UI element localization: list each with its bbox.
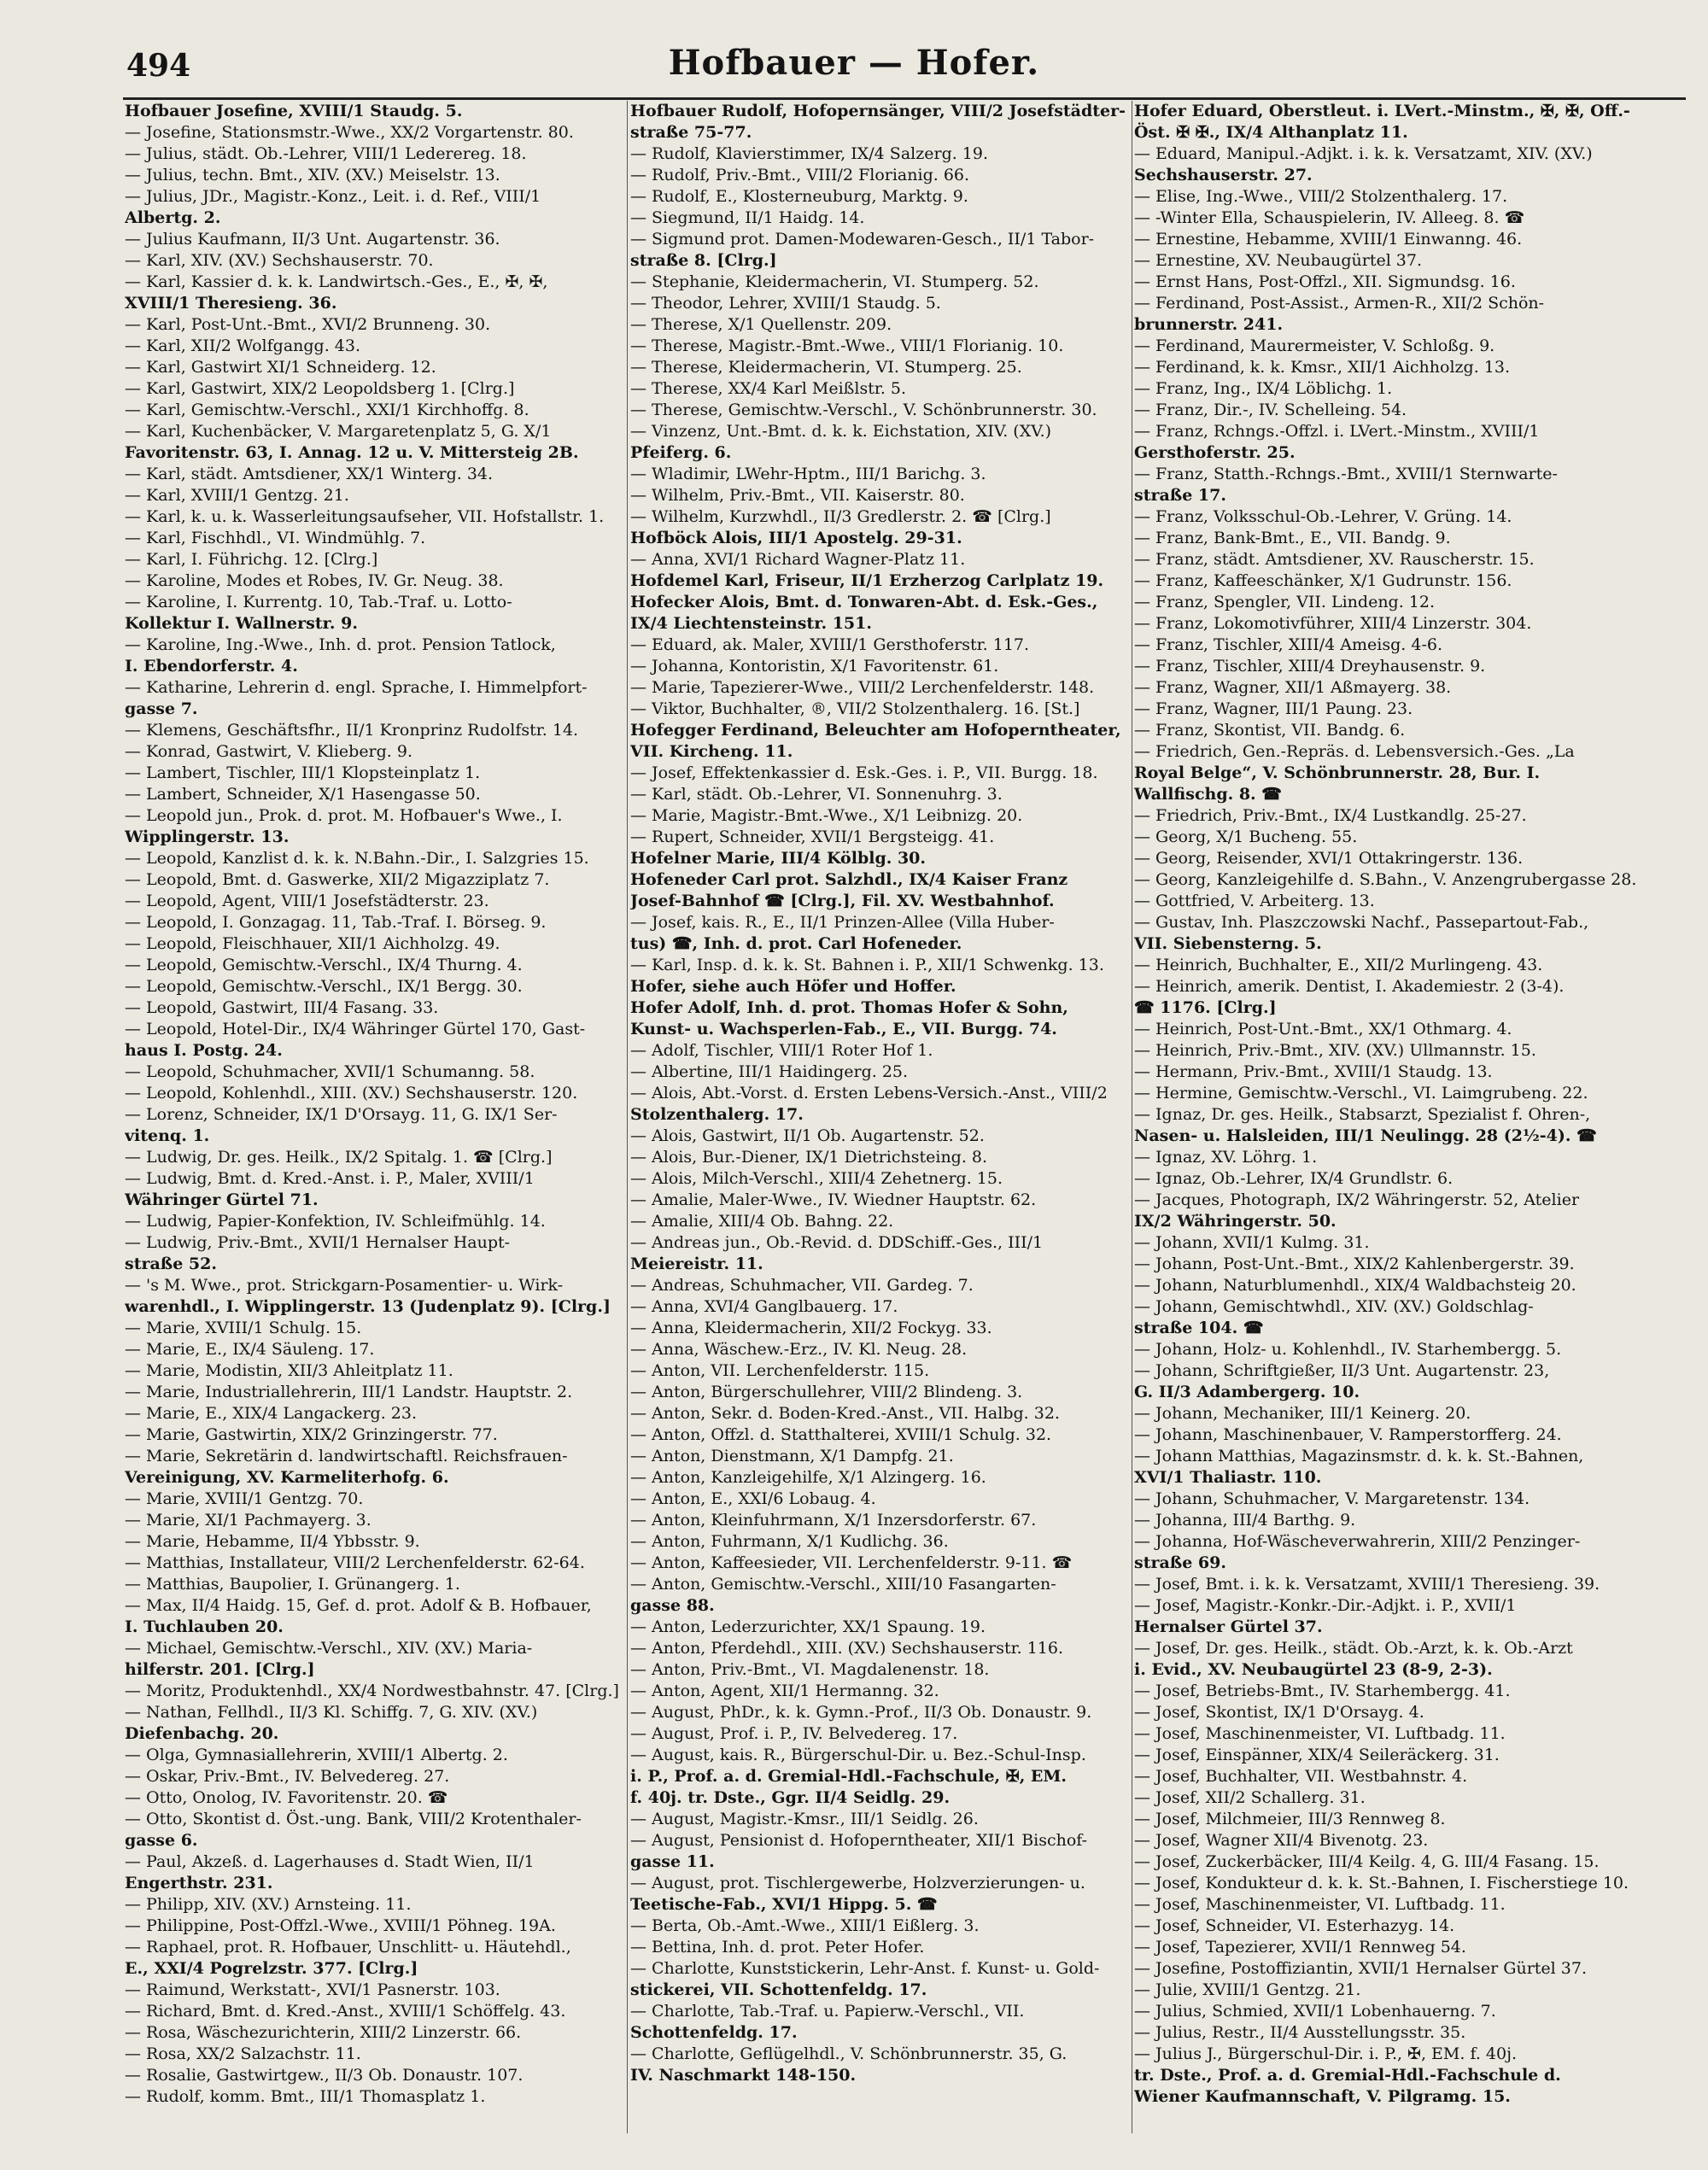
directory-entry: brunnerstr. 241. xyxy=(1134,315,1284,334)
directory-entry: — Josef, Maschinenmeister, VI. Luftbadg. 11. xyxy=(1134,1724,1506,1743)
directory-entry: IV. Naschmarkt 148-150. xyxy=(630,2066,857,2085)
directory-entry: — Theodor, Lehrer, XVIII/1 Staudg. 5. xyxy=(630,294,941,313)
directory-entry: — August, prot. Tischlergewerbe, Holzverzierungen- u. xyxy=(630,1874,1085,1892)
directory-entry: — Anna, Kleidermacherin, XII/2 Fockyg. 33. xyxy=(630,1319,992,1337)
directory-entry: — Karl, XII/2 Wolfgangg. 43. xyxy=(125,336,361,355)
directory-entry: — Anna, Wäschew.-Erz., IV. Kl. Neug. 28. xyxy=(630,1340,968,1359)
directory-entry: f. 40j. tr. Dste., Ggr. II/4 Seidlg. 29. xyxy=(630,1788,951,1807)
directory-entry: — Konrad, Gastwirt, V. Klieberg. 9. xyxy=(125,742,413,761)
directory-entry: — Anton, E., XXI/6 Lobaug. 4. xyxy=(630,1489,876,1508)
directory-entry: — Johann, Mechaniker, III/1 Keinerg. 20. xyxy=(1134,1404,1471,1423)
directory-entry: Vereinigung, XV. Karmeliterhofg. 6. xyxy=(125,1468,449,1487)
directory-entry: Hofbauer Rudolf, Hofopernsänger, VIII/2 Josefstädter- xyxy=(630,102,1126,120)
directory-entry: — Rupert, Schneider, XVII/1 Bergsteigg. 41. xyxy=(630,828,995,846)
directory-entry: — Olga, Gymnasiallehrerin, XVIII/1 Albertg. 2. xyxy=(125,1746,508,1764)
directory-entry: — Josefine, Postoffiziantin, XVII/1 Hernalser Gürtel 37. xyxy=(1134,1959,1588,1978)
directory-entry: Stolzenthalerg. 17. xyxy=(630,1105,804,1124)
directory-entry: — Karl, städt. Ob.-Lehrer, VI. Sonnenuhrg. 3. xyxy=(630,785,1003,804)
directory-entry: Royal Belge“, V. Schönbrunnerstr. 28, Bur. I. xyxy=(1134,763,1541,782)
directory-entry: — Rudolf, E., Klosterneuburg, Marktg. 9. xyxy=(630,187,968,206)
directory-entry: — Rosalie, Gastwirtgew., II/3 Ob. Donaustr. 107. xyxy=(125,2066,524,2085)
directory-entry: — Sigmund prot. Damen-Modewaren-Gesch., II/1 Tabor- xyxy=(630,230,1095,249)
directory-entry: — Julius, städt. Ob.-Lehrer, VIII/1 Lederereg. 18. xyxy=(125,144,527,163)
directory-entry: — Julius J., Bürgerschul-Dir. i. P., ✠, EM. f. 40j. xyxy=(1134,2044,1518,2063)
directory-entry: — Lambert, Schneider, X/1 Hasengasse 50. xyxy=(125,785,481,804)
directory-entry: — Johann, Schriftgießer, II/3 Unt. Augartenstr. 23, xyxy=(1134,1361,1550,1380)
directory-entry: i. Evid., XV. Neubaugürtel 23 (8-9, 2-3). xyxy=(1134,1660,1493,1679)
header-rule xyxy=(123,97,1686,100)
directory-entry: — Ludwig, Bmt. d. Kred.-Anst. i. P., Maler, XVIII/1 xyxy=(125,1169,535,1188)
directory-entry: — Amalie, Maler-Wwe., IV. Wiedner Hauptstr. 62. xyxy=(630,1190,1037,1209)
directory-entry: Kollektur I. Wallnerstr. 9. xyxy=(125,614,358,633)
directory-entry: — Ludwig, Priv.-Bmt., XVII/1 Hernalser Haupt- xyxy=(125,1233,511,1252)
directory-entry: — Georg, X/1 Bucheng. 55. xyxy=(1134,828,1358,846)
directory-entry: — Josef, Tapezierer, XVII/1 Rennweg 54. xyxy=(1134,1938,1466,1957)
directory-entry: — Leopold, I. Gonzagag. 11, Tab.-Traf. I. Börseg. 9. xyxy=(125,913,547,932)
directory-entry: — Marie, XI/1 Pachmayerg. 3. xyxy=(125,1511,371,1530)
directory-entry: — Anna, XVI/1 Richard Wagner-Platz 11. xyxy=(630,550,966,569)
directory-entry: Hofer, siehe auch Höfer und Hoffer. xyxy=(630,977,956,996)
directory-entry: straße 69. xyxy=(1134,1553,1226,1572)
directory-entry: — Franz, Volksschul-Ob.-Lehrer, V. Grüng. 14. xyxy=(1134,507,1512,526)
directory-entry: — Leopold jun., Prok. d. prot. M. Hofbauer's Wwe., I. xyxy=(125,806,563,825)
directory-entry: — Marie, Industriallehrerin, III/1 Landstr. Hauptstr. 2. xyxy=(125,1383,573,1401)
directory-entry: — August, PhDr., k. k. Gymn.-Prof., II/3 Ob. Donaustr. 9. xyxy=(630,1703,1092,1722)
directory-entry: — Rudolf, Priv.-Bmt., VIII/2 Florianig. 66. xyxy=(630,166,970,184)
directory-entry: — Marie, Tapezierer-Wwe., VIII/2 Lerchenfelderstr. 148. xyxy=(630,678,1095,697)
directory-entry: Hernalser Gürtel 37. xyxy=(1134,1617,1323,1636)
directory-entry: — Eduard, ak. Maler, XVIII/1 Gersthoferstr. 117. xyxy=(630,635,1030,654)
directory-entry: — Jacques, Photograph, IX/2 Währingerstr. 52, Atelier xyxy=(1134,1190,1580,1209)
directory-entry: — Otto, Skontist d. Öst.-ung. Bank, VIII/2 Krotenthaler- xyxy=(125,1810,582,1828)
directory-entry: — Matthias, Installateur, VIII/2 Lerchenfelderstr. 62-64. xyxy=(125,1553,585,1572)
directory-entry: — Julius, techn. Bmt., XIV. (XV.) Meiselstr. 13. xyxy=(125,166,500,184)
directory-entry: — Lorenz, Schneider, IX/1 D'Orsayg. 11, G. IX/1 Ser- xyxy=(125,1105,558,1124)
directory-entry: — Marie, XVIII/1 Gentzg. 70. xyxy=(125,1489,364,1508)
directory-entry: — Gustav, Inh. Plaszczowski Nachf., Passepartout-Fab., xyxy=(1134,913,1589,932)
directory-entry: VII. Siebensterng. 5. xyxy=(1134,934,1322,953)
directory-entry: — Franz, Tischler, XIII/4 Dreyhausenstr. 9. xyxy=(1134,657,1486,676)
directory-entry: — Marie, XVIII/1 Schulg. 15. xyxy=(125,1319,362,1337)
directory-entry: — Franz, Ing., IX/4 Löblichg. 1. xyxy=(1134,379,1393,398)
directory-entry: — August, Pensionist d. Hofoperntheater, XII/1 Bischof- xyxy=(630,1831,1088,1850)
directory-entry: — Amalie, XIII/4 Ob. Bahng. 22. xyxy=(630,1212,894,1231)
directory-entry: — Friedrich, Gen.-Repräs. d. Lebensversich.-Ges. „La xyxy=(1134,742,1575,761)
directory-entry: — Franz, städt. Amtsdiener, XV. Rauscherstr. 15. xyxy=(1134,550,1535,569)
directory-entry: — Marie, Hebamme, II/4 Ybbsstr. 9. xyxy=(125,1532,420,1551)
directory-entry: — Johanna, III/4 Barthg. 9. xyxy=(1134,1511,1356,1530)
directory-entry: XVI/1 Thaliastr. 110. xyxy=(1134,1468,1322,1487)
directory-entry: XVIII/1 Theresieng. 36. xyxy=(125,294,337,313)
directory-entry: straße 8. [Clrg.] xyxy=(630,251,777,270)
directory-entry: — Therese, Magistr.-Bmt.-Wwe., VIII/1 Florianig. 10. xyxy=(630,336,1064,355)
directory-entry: — Anton, VII. Lerchenfelderstr. 115. xyxy=(630,1361,930,1380)
directory-entry: — Karoline, Ing.-Wwe., Inh. d. prot. Pension Tatlock, xyxy=(125,635,556,654)
directory-entry: — Hermann, Priv.-Bmt., XVIII/1 Staudg. 13. xyxy=(1134,1062,1493,1081)
directory-entry: — Josef, Bmt. i. k. k. Versatzamt, XVIII/1 Theresieng. 39. xyxy=(1134,1575,1600,1594)
directory-entry: haus I. Postg. 24. xyxy=(125,1041,283,1060)
directory-entry: — Ignaz, Ob.-Lehrer, IX/4 Grundlstr. 6. xyxy=(1134,1169,1454,1188)
directory-entry: — Johanna, Hof-Wäscheverwahrerin, XIII/2 Penzinger- xyxy=(1134,1532,1581,1551)
directory-entry: — Marie, Gastwirtin, XIX/2 Grinzingerstr. 77. xyxy=(125,1425,498,1444)
directory-entry: — Karl, Kuchenbäcker, V. Margaretenplatz 5, G. X/1 xyxy=(125,422,552,441)
directory-entry: — Karl, XIV. (XV.) Sechshauserstr. 70. xyxy=(125,251,434,270)
directory-entry: gasse 11. xyxy=(630,1852,715,1871)
directory-entry: — Josef, Einspänner, XIX/4 Seileräckerg. 31. xyxy=(1134,1746,1500,1764)
directory-entry: — Bettina, Inh. d. prot. Peter Hofer. xyxy=(630,1938,925,1957)
directory-entry: — Ferdinand, Maurermeister, V. Schloßg. 9. xyxy=(1134,336,1495,355)
directory-entry: — Marie, Modistin, XII/3 Ahleitplatz 11. xyxy=(125,1361,453,1380)
directory-entry: Hofer Eduard, Oberstleut. i. LVert.-Minstm., ✠, ✠, Off.- xyxy=(1134,102,1630,120)
directory-entry: — Paul, Akzeß. d. Lagerhauses d. Stadt Wien, II/1 xyxy=(125,1852,535,1871)
directory-entry: — Ignaz, XV. Löhrg. 1. xyxy=(1134,1148,1318,1167)
directory-entry: — Franz, Skontist, VII. Bandg. 6. xyxy=(1134,721,1406,740)
directory-entry: Meiereistr. 11. xyxy=(630,1255,763,1273)
directory-entry: — Oskar, Priv.-Bmt., IV. Belvedereg. 27. xyxy=(125,1767,450,1786)
directory-entry: — Ernestine, Hebamme, XVIII/1 Einwanng. 46. xyxy=(1134,230,1523,249)
directory-entry: — Ernestine, XV. Neubaugürtel 37. xyxy=(1134,251,1423,270)
directory-entry: — Wilhelm, Priv.-Bmt., VII. Kaiserstr. 80. xyxy=(630,486,965,505)
directory-entry: VII. Kircheng. 11. xyxy=(630,742,793,761)
directory-entry: — Franz, Wagner, XII/1 Aßmayerg. 38. xyxy=(1134,678,1452,697)
directory-entry: — Leopold, Schuhmacher, XVII/1 Schumanng. 58. xyxy=(125,1062,535,1081)
directory-entry: — Wladimir, LWehr-Hptm., III/1 Barichg. 3. xyxy=(630,465,986,483)
directory-entry: — Anton, Lederzurichter, XX/1 Spaung. 19. xyxy=(630,1617,986,1636)
directory-entry: — Therese, Gemischtw.-Verschl., V. Schönbrunnerstr. 30. xyxy=(630,401,1097,419)
directory-entry: — Max, II/4 Haidg. 15, Gef. d. prot. Adolf & B. Hofbauer, xyxy=(125,1596,592,1615)
directory-entry: i. P., Prof. a. d. Gremial-Hdl.-Fachschule, ✠, EM. xyxy=(630,1767,1068,1786)
column-1 xyxy=(125,101,623,2150)
directory-entry: Favoritenstr. 63, I. Annag. 12 u. V. Mittersteig 2B. xyxy=(125,443,579,462)
directory-entry: — Josef, Buchhalter, VII. Westbahnstr. 4. xyxy=(1134,1767,1468,1786)
directory-entry: Hofböck Alois, III/1 Apostelg. 29-31. xyxy=(630,529,962,547)
directory-entry: — Georg, Reisender, XVI/1 Ottakringerstr. 136. xyxy=(1134,849,1524,868)
directory-entry: — Charlotte, Tab.-Traf. u. Papierw.-Verschl., VII. xyxy=(630,2002,1025,2021)
directory-entry: — Johann, Holz- u. Kohlenhdl., IV. Starhembergg. 5. xyxy=(1134,1340,1562,1359)
directory-entry: — Johann, Schuhmacher, V. Margaretenstr. 134. xyxy=(1134,1489,1530,1508)
directory-entry: Hofelner Marie, III/4 Kölblg. 30. xyxy=(630,849,927,868)
directory-entry: — Ignaz, Dr. ges. Heilk., Stabsarzt, Spezialist f. Ohren-, xyxy=(1134,1105,1591,1124)
directory-entry: Wallfischg. 8. ☎ xyxy=(1134,785,1282,804)
directory-entry: — Leopold, Kohlenhdl., XIII. (XV.) Sechshauserstr. 120. xyxy=(125,1084,578,1103)
page-number: 494 xyxy=(126,48,191,84)
directory-entry: — Josef, Kondukteur d. k. k. St.-Bahnen, I. Fischerstiege 10. xyxy=(1134,1874,1629,1892)
directory-entry: — Anton, Pferdehdl., XIII. (XV.) Sechshauserstr. 116. xyxy=(630,1639,1064,1658)
directory-entry: — Karl, XVIII/1 Gentzg. 21. xyxy=(125,486,349,505)
directory-entry: G. II/3 Adambergerg. 10. xyxy=(1134,1383,1360,1401)
directory-entry: — Anton, Kaffeesieder, VII. Lerchenfelderstr. 9-11. ☎ xyxy=(630,1553,1073,1572)
directory-entry: — Josef, Skontist, IX/1 D'Orsayg. 4. xyxy=(1134,1703,1424,1722)
directory-entry: — Philippine, Post-Offzl.-Wwe., XVIII/1 Pöhneg. 19A. xyxy=(125,1916,556,1935)
directory-entry: — Johann, Post-Unt.-Bmt., XIX/2 Kahlenbergerstr. 39. xyxy=(1134,1255,1575,1273)
directory-entry: Hofeneder Carl prot. Salzhdl., IX/4 Kaiser Franz xyxy=(630,870,1068,889)
directory-entry: — Philipp, XIV. (XV.) Arnsteing. 11. xyxy=(125,1895,412,1914)
directory-entry: — -Winter Ella, Schauspielerin, IV. Alleeg. 8. ☎ xyxy=(1134,208,1525,227)
directory-entry: I. Ebendorferstr. 4. xyxy=(125,657,298,676)
directory-entry: ☎ 1176. [Clrg.] xyxy=(1134,998,1277,1017)
directory-entry: — Albertine, III/1 Haidingerg. 25. xyxy=(630,1062,909,1081)
directory-entry: — Josef, Betriebs-Bmt., IV. Starhembergg. 41. xyxy=(1134,1682,1511,1700)
directory-entry: — Siegmund, II/1 Haidg. 14. xyxy=(630,208,865,227)
directory-entry: Nasen- u. Halsleiden, III/1 Neulingg. 28 (2½-4). ☎ xyxy=(1134,1126,1597,1145)
directory-entry: — Hermine, Gemischtw.-Verschl., VI. Laimgrubeng. 22. xyxy=(1134,1084,1588,1103)
directory-entry: — Rudolf, Klavierstimmer, IX/4 Salzerg. 19. xyxy=(630,144,989,163)
directory-entry: Josef-Bahnhof ☎ [Clrg.], Fil. XV. Westbahnhof. xyxy=(630,892,1055,910)
directory-entry: — Lambert, Tischler, III/1 Klopsteinplatz 1. xyxy=(125,763,481,782)
directory-entry: — Josef, Zuckerbäcker, III/4 Keilg. 4, G. III/4 Fasang. 15. xyxy=(1134,1852,1600,1871)
directory-entry: — Heinrich, Buchhalter, E., XII/2 Murlingeng. 43. xyxy=(1134,956,1543,974)
directory-entry: — Berta, Ob.-Amt.-Wwe., XIII/1 Eißlerg. 3. xyxy=(630,1916,980,1935)
directory-entry: — Anton, Sekr. d. Boden-Kred.-Anst., VII. Halbg. 32. xyxy=(630,1404,1060,1423)
directory-entry: — Anton, Priv.-Bmt., VI. Magdalenenstr. 18. xyxy=(630,1660,990,1679)
directory-entry: — Julius Kaufmann, II/3 Unt. Augartenstr. 36. xyxy=(125,230,500,249)
directory-entry: — Anton, Fuhrmann, X/1 Kudlichg. 36. xyxy=(630,1532,949,1551)
directory-entry: — Rosa, Wäschezurichterin, XIII/2 Linzerstr. 66. xyxy=(125,2023,522,2042)
directory-entry: Hofecker Alois, Bmt. d. Tonwaren-Abt. d. Esk.-Ges., xyxy=(630,593,1098,611)
directory-entry: — Leopold, Agent, VIII/1 Josefstädterstr. 23. xyxy=(125,892,489,910)
directory-entry: tus) ☎, Inh. d. prot. Carl Hofeneder. xyxy=(630,934,962,953)
directory-entry: — Josef, Schneider, VI. Esterhazyg. 14. xyxy=(1134,1916,1455,1935)
directory-entry: — Heinrich, amerik. Dentist, I. Akademiestr. 2 (3-4). xyxy=(1134,977,1565,996)
directory-entry: Währinger Gürtel 71. xyxy=(125,1190,319,1209)
directory-entry: — Franz, Statth.-Rchngs.-Bmt., XVIII/1 Sternwarte- xyxy=(1134,465,1558,483)
directory-entry: — Heinrich, Priv.-Bmt., XIV. (XV.) Ullmannstr. 15. xyxy=(1134,1041,1536,1060)
directory-entry: — Josef, XII/2 Schallerg. 31. xyxy=(1134,1788,1366,1807)
directory-entry: — Leopold, Fleischhauer, XII/1 Aichholzg. 49. xyxy=(125,934,500,953)
directory-entry: — Therese, XX/4 Karl Meißlstr. 5. xyxy=(630,379,907,398)
directory-entry: — Josef, Maschinenmeister, VI. Luftbadg. 11. xyxy=(1134,1895,1506,1914)
directory-entry: — Raimund, Werkstatt-, XVI/1 Pasnerstr. 103. xyxy=(125,1980,500,1999)
directory-entry: — Franz, Tischler, XIII/4 Ameisg. 4-6. xyxy=(1134,635,1442,654)
directory-entry: tr. Dste., Prof. a. d. Gremial-Hdl.-Fachschule d. xyxy=(1134,2066,1561,2085)
column-divider xyxy=(627,101,628,2133)
directory-entry: — Alois, Bur.-Diener, IX/1 Dietrichsteing. 8. xyxy=(630,1148,988,1167)
directory-entry: — Klemens, Geschäftsfhr., II/1 Kronprinz Rudolfstr. 14. xyxy=(125,721,579,740)
directory-entry: Diefenbachg. 20. xyxy=(125,1724,279,1743)
directory-entry: — Rosa, XX/2 Salzachstr. 11. xyxy=(125,2044,361,2063)
directory-entry: — Alois, Gastwirt, II/1 Ob. Augartenstr. 52. xyxy=(630,1126,985,1145)
directory-entry: Schottenfeldg. 17. xyxy=(630,2023,798,2042)
directory-entry: — August, Prof. i. P., IV. Belvedereg. 17. xyxy=(630,1724,958,1743)
directory-entry: IX/4 Liechtensteinstr. 151. xyxy=(630,614,872,633)
directory-entry: — Marie, E., XIX/4 Langackerg. 23. xyxy=(125,1404,417,1423)
directory-entry: — Stephanie, Kleidermacherin, VI. Stumperg. 52. xyxy=(630,272,1039,291)
directory-entry: hilferstr. 201. [Clrg.] xyxy=(125,1660,315,1679)
directory-entry: straße 52. xyxy=(125,1255,217,1273)
directory-entry: gasse 88. xyxy=(630,1596,715,1615)
directory-entry: straße 17. xyxy=(1134,486,1226,505)
directory-entry: — Marie, E., IX/4 Säuleng. 17. xyxy=(125,1340,375,1359)
directory-entry: vitenq. 1. xyxy=(125,1126,210,1145)
directory-entry: — Johann, Gemischtwhdl., XIV. (XV.) Goldschlag- xyxy=(1134,1297,1534,1316)
directory-entry: — Anton, Offzl. d. Statthalterei, XVIII/1 Schulg. 32. xyxy=(630,1425,1052,1444)
directory-entry: — August, kais. R., Bürgerschul-Dir. u. Bez.-Schul-Insp. xyxy=(630,1746,1086,1764)
directory-entry: — Heinrich, Post-Unt.-Bmt., XX/1 Othmarg. 4. xyxy=(1134,1020,1512,1038)
directory-entry: — Charlotte, Geflügelhdl., V. Schönbrunnerstr. 35, G. xyxy=(630,2044,1068,2063)
directory-entry: straße 75-77. xyxy=(630,123,752,142)
directory-entry: — Ludwig, Papier-Konfektion, IV. Schleifmühlg. 14. xyxy=(125,1212,546,1231)
directory-entry: — Franz, Rchngs.-Offzl. i. LVert.-Minstm., XVIII/1 xyxy=(1134,422,1540,441)
directory-entry: — Johann, XVII/1 Kulmg. 31. xyxy=(1134,1233,1370,1252)
directory-entry: gasse 7. xyxy=(125,699,198,718)
directory-entry: — Viktor, Buchhalter, ®, VII/2 Stolzenthalerg. 16. [St.] xyxy=(630,699,1080,718)
directory-entry: — Karl, Gemischtw.-Verschl., XXI/1 Kirchhoffg. 8. xyxy=(125,401,529,419)
directory-entry: — Raphael, prot. R. Hofbauer, Unschlitt- u. Häutehdl., xyxy=(125,1938,571,1957)
directory-entry: — Karl, städt. Amtsdiener, XX/1 Winterg. 34. xyxy=(125,465,494,483)
directory-entry: — Karl, Fischhdl., VI. Windmühlg. 7. xyxy=(125,529,426,547)
directory-entry: — Karoline, Modes et Robes, IV. Gr. Neug. 38. xyxy=(125,571,504,590)
directory-entry: — Marie, Sekretärin d. landwirtschaftl. Reichsfrauen- xyxy=(125,1447,568,1465)
directory-entry: — Matthias, Baupolier, I. Grünangerg. 1. xyxy=(125,1575,460,1594)
directory-entry: — Johanna, Kontoristin, X/1 Favoritenstr. 61. xyxy=(630,657,999,676)
directory-entry: — Josef, kais. R., E., II/1 Prinzen-Allee (Villa Huber- xyxy=(630,913,1055,932)
directory-entry: gasse 6. xyxy=(125,1831,198,1850)
directory-entry: — Ferdinand, Post-Assist., Armen-R., XII/2 Schön- xyxy=(1134,294,1545,313)
directory-entry: Kunst- u. Wachsperlen-Fab., E., VII. Burgg. 74. xyxy=(630,1020,1057,1038)
directory-entry: — Ferdinand, k. k. Kmsr., XII/1 Aichholzg. 13. xyxy=(1134,358,1511,377)
directory-entry: — Karl, Gastwirt XI/1 Schneiderg. 12. xyxy=(125,358,436,377)
directory-entry: Albertg. 2. xyxy=(125,208,221,227)
directory-entry: Sechshauserstr. 27. xyxy=(1134,166,1313,184)
directory-entry: — Franz, Bank-Bmt., E., VII. Bandg. 9. xyxy=(1134,529,1451,547)
directory-entry: — Anna, XVI/4 Ganglbauerg. 17. xyxy=(630,1297,898,1316)
directory-entry: — Anton, Gemischtw.-Verschl., XIII/10 Fasangarten- xyxy=(630,1575,1056,1594)
directory-entry: — Andreas, Schuhmacher, VII. Gardeg. 7. xyxy=(630,1276,974,1295)
column-2 xyxy=(630,101,1129,2150)
directory-entry: Hofegger Ferdinand, Beleuchter am Hofoperntheater, xyxy=(630,721,1121,740)
directory-entry: — Franz, Kaffeeschänker, X/1 Gudrunstr. 156. xyxy=(1134,571,1512,590)
directory-entry: — Anton, Kleinfuhrmann, X/1 Inzersdorferstr. 67. xyxy=(630,1511,1037,1530)
directory-entry: — Leopold, Bmt. d. Gaswerke, XII/2 Migazziplatz 7. xyxy=(125,870,550,889)
directory-entry: — Therese, Kleidermacherin, VI. Stumperg. 25. xyxy=(630,358,1022,377)
directory-entry: — Elise, Ing.-Wwe., VIII/2 Stolzenthalerg. 17. xyxy=(1134,187,1508,206)
directory-entry: straße 104. ☎ xyxy=(1134,1319,1264,1337)
directory-entry: — Julie, XVIII/1 Gentzg. 21. xyxy=(1134,1980,1361,1999)
directory-entry: — Leopold, Gastwirt, III/4 Fasang. 33. xyxy=(125,998,439,1017)
directory-entry: — Josef, Effektenkassier d. Esk.-Ges. i. P., VII. Burgg. 18. xyxy=(630,763,1098,782)
directory-entry: Hofdemel Karl, Friseur, II/1 Erzherzog Carlplatz 19. xyxy=(630,571,1104,590)
directory-entry: — Josef, Dr. ges. Heilk., städt. Ob.-Arzt, k. k. Ob.-Arzt xyxy=(1134,1639,1573,1658)
directory-entry: Öst. ✠ ✠., IX/4 Althanplatz 11. xyxy=(1134,123,1408,142)
directory-entry: — Therese, X/1 Quellenstr. 209. xyxy=(630,315,892,334)
directory-entry: — Josefine, Stationsmstr.-Wwe., XX/2 Vorgartenstr. 80. xyxy=(125,123,574,142)
directory-entry: — Josef, Milchmeier, III/3 Rennweg 8. xyxy=(1134,1810,1446,1828)
directory-entry: — Leopold, Gemischtw.-Verschl., IX/1 Bergg. 30. xyxy=(125,977,523,996)
directory-entry: — Josef, Magistr.-Konkr.-Dir.-Adjkt. i. P., XVII/1 xyxy=(1134,1596,1517,1615)
directory-entry: — Leopold, Gemischtw.-Verschl., IX/4 Thurng. 4. xyxy=(125,956,523,974)
directory-entry: — Nathan, Fellhdl., II/3 Kl. Schiffg. 7, G. XIV. (XV.) xyxy=(125,1703,538,1722)
directory-entry: — Alois, Abt.-Vorst. d. Ersten Lebens-Versich.-Anst., VIII/2 xyxy=(630,1084,1108,1103)
directory-entry: — Anton, Dienstmann, X/1 Dampfg. 21. xyxy=(630,1447,954,1465)
directory-entry: — Katharine, Lehrerin d. engl. Sprache, I. Himmelpfort- xyxy=(125,678,588,697)
directory-entry: — Andreas jun., Ob.-Revid. d. DDSchiff.-Ges., III/1 xyxy=(630,1233,1044,1252)
directory-entry: — Adolf, Tischler, VIII/1 Roter Hof 1. xyxy=(630,1041,933,1060)
directory-entry: — Vinzenz, Unt.-Bmt. d. k. k. Eichstation, XIV. (XV.) xyxy=(630,422,1052,441)
directory-entry: — Rudolf, komm. Bmt., III/1 Thomasplatz 1. xyxy=(125,2087,486,2106)
directory-entry: Wiener Kaufmannschaft, V. Pilgramg. 15. xyxy=(1134,2087,1511,2106)
directory-entry: — Karl, Post-Unt.-Bmt., XVI/2 Brunneng. 30. xyxy=(125,315,491,334)
directory-entry: Hofbauer Josefine, XVIII/1 Staudg. 5. xyxy=(125,102,463,120)
directory-entry: — Ernst Hans, Post-Offzl., XII. Sigmundsg. 16. xyxy=(1134,272,1516,291)
directory-entry: warenhdl., I. Wipplingerstr. 13 (Judenplatz 9). [Clrg.] xyxy=(125,1297,611,1316)
directory-entry: — August, Magistr.-Kmsr., III/1 Seidlg. 26. xyxy=(630,1810,979,1828)
directory-entry: — Moritz, Produktenhdl., XX/4 Nordwestbahnstr. 47. [Clrg.] xyxy=(125,1682,619,1700)
directory-entry: — Leopold, Kanzlist d. k. k. N.Bahn.-Dir., I. Salzgries 15. xyxy=(125,849,589,868)
directory-entry: — Karl, k. u. k. Wasserleitungsaufseher, VII. Hofstallstr. 1. xyxy=(125,507,605,526)
directory-entry: — Josef, Wagner XII/4 Bivenotg. 23. xyxy=(1134,1831,1429,1850)
directory-entry: — Johann, Naturblumenhdl., XIX/4 Waldbachsteig 20. xyxy=(1134,1276,1576,1295)
directory-entry: — Anton, Bürgerschullehrer, VIII/2 Blindeng. 3. xyxy=(630,1383,1023,1401)
directory-entry: — Anton, Kanzleigehilfe, X/1 Alzingerg. 16. xyxy=(630,1468,986,1487)
directory-entry: Teetische-Fab., XVI/1 Hippg. 5. ☎ xyxy=(630,1895,938,1914)
directory-entry: — Franz, Lokomotivführer, XIII/4 Linzerstr. 304. xyxy=(1134,614,1532,633)
directory-entry: — Julius, Restr., II/4 Ausstellungsstr. 35. xyxy=(1134,2023,1466,2042)
directory-entry: Hofer Adolf, Inh. d. prot. Thomas Hofer & Sohn, xyxy=(630,998,1068,1017)
directory-entry: — Franz, Dir.-, IV. Schelleing. 54. xyxy=(1134,401,1407,419)
directory-entry: — Otto, Onolog, IV. Favoritenstr. 20. ☎ xyxy=(125,1788,448,1807)
directory-entry: — Karl, I. Führichg. 12. [Clrg.] xyxy=(125,550,378,569)
directory-entry: — Marie, Magistr.-Bmt.-Wwe., X/1 Leibnizg. 20. xyxy=(630,806,1023,825)
directory-entry: I. Tuchlauben 20. xyxy=(125,1617,284,1636)
directory-entry: — Julius, Schmied, XVII/1 Lobenhauerng. 7. xyxy=(1134,2002,1496,2021)
directory-entry: — Friedrich, Priv.-Bmt., IX/4 Lustkandlg. 25-27. xyxy=(1134,806,1527,825)
directory-entry: — Anton, Agent, XII/1 Hermanng. 32. xyxy=(630,1682,939,1700)
directory-entry: Pfeiferg. 6. xyxy=(630,443,732,462)
column-3 xyxy=(1134,101,1681,2150)
directory-entry: — 's M. Wwe., prot. Strickgarn-Posamentier- u. Wirk- xyxy=(125,1276,564,1295)
directory-entry: — Karl, Insp. d. k. k. St. Bahnen i. P., XII/1 Schwenkg. 13. xyxy=(630,956,1104,974)
running-head: Hofbauer — Hofer. xyxy=(668,43,1040,83)
directory-entry: — Richard, Bmt. d. Kred.-Anst., XVIII/1 Schöffelg. 43. xyxy=(125,2002,566,2021)
directory-entry: — Karl, Kassier d. k. k. Landwirtsch.-Ges., E., ✠, ✠, xyxy=(125,272,548,291)
directory-entry: — Charlotte, Kunststickerin, Lehr-Anst. f. Kunst- u. Gold- xyxy=(630,1959,1100,1978)
directory-entry: Wipplingerstr. 13. xyxy=(125,828,290,846)
directory-entry: — Johann, Maschinenbauer, V. Ramperstorfferg. 24. xyxy=(1134,1425,1562,1444)
directory-entry: — Karoline, I. Kurrentg. 10, Tab.-Traf. u. Lotto- xyxy=(125,593,512,611)
directory-entry: — Georg, Kanzleigehilfe d. S.Bahn., V. Anzengrubergasse 28. xyxy=(1134,870,1637,889)
directory-entry: — Franz, Wagner, III/1 Paung. 23. xyxy=(1134,699,1413,718)
directory-entry: — Ludwig, Dr. ges. Heilk., IX/2 Spitalg. 1. ☎ [Clrg.] xyxy=(125,1148,553,1167)
directory-entry: stickerei, VII. Schottenfeldg. 17. xyxy=(630,1980,927,1999)
directory-entry: — Franz, Spengler, VII. Lindeng. 12. xyxy=(1134,593,1436,611)
directory-entry: Gersthoferstr. 25. xyxy=(1134,443,1296,462)
directory-entry: — Gottfried, V. Arbeiterg. 13. xyxy=(1134,892,1375,910)
directory-entry: — Karl, Gastwirt, XIX/2 Leopoldsberg 1. [Clrg.] xyxy=(125,379,515,398)
directory-entry: IX/2 Währingerstr. 50. xyxy=(1134,1212,1337,1231)
directory-entry: — Michael, Gemischtw.-Verschl., XIV. (XV.) Maria- xyxy=(125,1639,533,1658)
directory-entry: — Leopold, Hotel-Dir., IX/4 Währinger Gürtel 170, Gast- xyxy=(125,1020,586,1038)
directory-entry: — Johann Matthias, Magazinsmstr. d. k. k. St.-Bahnen, xyxy=(1134,1447,1584,1465)
directory-entry: — Julius, JDr., Magistr.-Konz., Leit. i. d. Ref., VIII/1 xyxy=(125,187,541,206)
directory-entry: Engerthstr. 231. xyxy=(125,1874,273,1892)
directory-entry: — Wilhelm, Kurzwhdl., II/3 Gredlerstr. 2. ☎ [Clrg.] xyxy=(630,507,1051,526)
directory-entry: — Eduard, Manipul.-Adjkt. i. k. k. Versatzamt, XIV. (XV.) xyxy=(1134,144,1593,163)
directory-entry: — Alois, Milch-Verschl., XIII/4 Zehetnerg. 15. xyxy=(630,1169,1003,1188)
directory-entry: E., XXI/4 Pogrelzstr. 377. [Clrg.] xyxy=(125,1959,418,1978)
